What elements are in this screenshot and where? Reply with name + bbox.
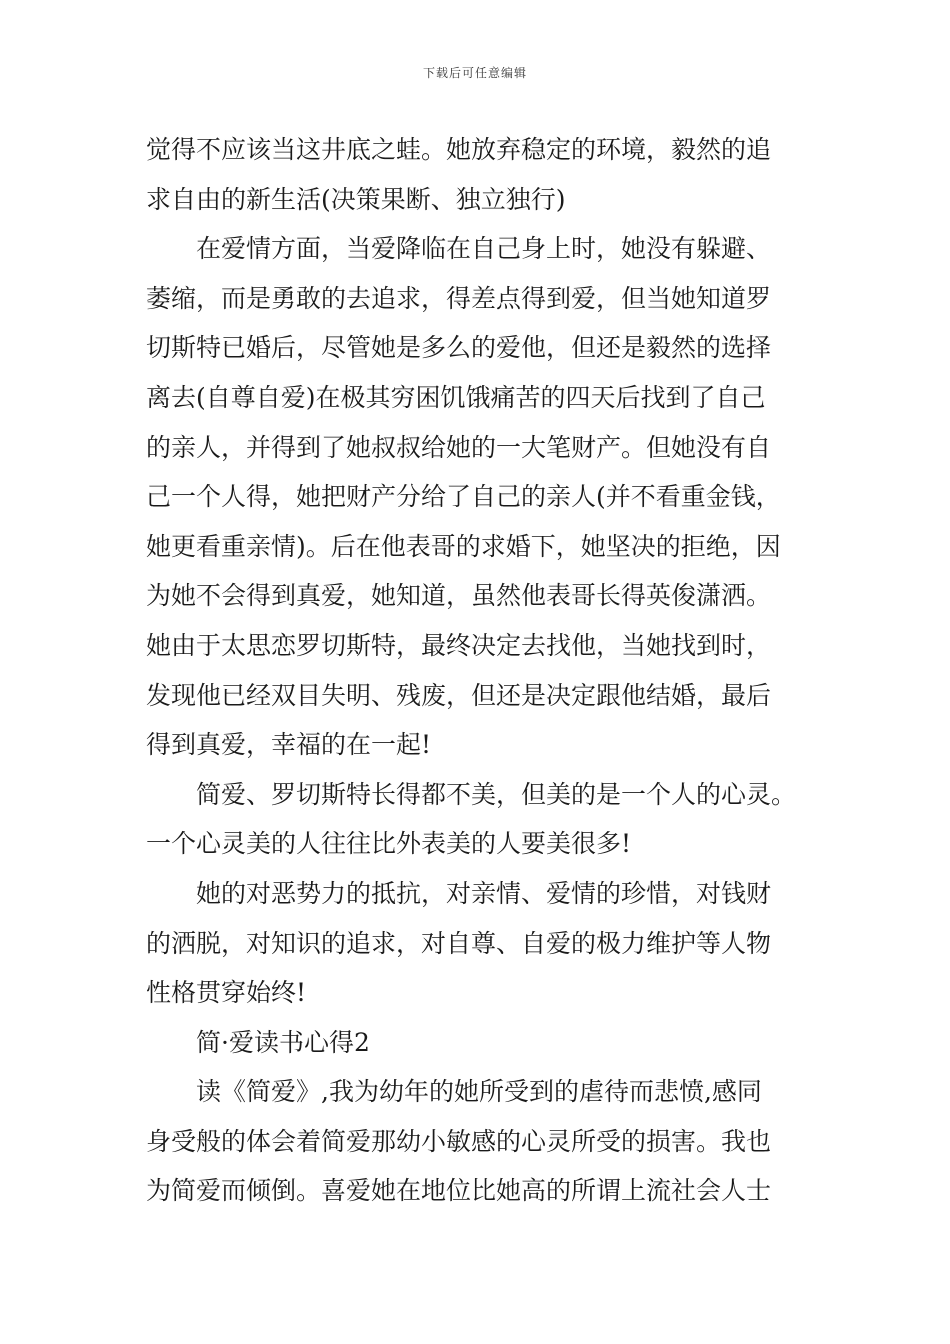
text-line: 得到真爱，幸福的在一起! xyxy=(146,730,432,760)
page-header: 下载后可任意编辑 xyxy=(422,66,527,80)
text-line: 觉得不应该当这井底之蛙。她放弃稳定的环境，毅然的追 xyxy=(146,135,772,164)
text-line: 切斯特已婚后，尽管她是多么的爱他，但还是毅然的选择 xyxy=(146,333,772,363)
paragraph-start-line: 在爱情方面，当爱降临在自己身上时，她没有躲避、 xyxy=(196,234,772,264)
text-line: 己一个人得，她把财产分给了自己的亲人(并不看重金钱， xyxy=(146,482,781,512)
text-line: 发现他已经双目失明、残废，但还是决定跟他结婚，最后 xyxy=(146,680,772,710)
text-line: 她更看重亲情)。后在他表哥的求婚下，她坚决的拒绝，因 xyxy=(146,531,781,561)
document-body xyxy=(146,125,806,1216)
text-line: 为她不会得到真爱，她知道，虽然他表哥长得英俊潇洒。 xyxy=(146,581,772,611)
text-line: 性格贯穿始终! xyxy=(146,978,307,1008)
text-line: 求自由的新生活(决策果断、独立独行) xyxy=(146,184,566,214)
text-line: 的洒脱，对知识的追求，对自尊、自爱的极力维护等人物 xyxy=(146,928,772,958)
paragraph-start-line: 简爱、罗切斯特长得都不美，但美的是一个人的心灵。 xyxy=(196,779,797,809)
section-heading: 简·爱读书心得2 xyxy=(196,1027,370,1057)
text-line: 萎缩，而是勇敢的去追求，得差点得到爱，但当她知道罗 xyxy=(146,283,772,313)
text-line: 身受般的体会着简爱那幼小敏感的心灵所受的损害。我也 xyxy=(146,1126,772,1156)
text-line: 离去(自尊自爱)在极其穷困饥饿痛苦的四天后找到了自己 xyxy=(146,382,766,412)
text-line: 她由于太思恋罗切斯特，最终决定去找他，当她找到时， xyxy=(146,630,772,660)
paragraph-start-line: 她的对恶势力的抵抗，对亲情、爱情的珍惜，对钱财 xyxy=(196,878,772,908)
paragraph-start-line: 读《简爱》,我为幼年的她所受到的虐待而悲愤,感同 xyxy=(196,1077,762,1107)
text-line: 的亲人，并得到了她叔叔给她的一大笔财产。但她没有自 xyxy=(146,432,772,462)
text-line: 为简爱而倾倒。喜爱她在地位比她高的所谓上流社会人士 xyxy=(146,1176,772,1206)
text-line: 一个心灵美的人往往比外表美的人要美很多! xyxy=(146,829,632,859)
